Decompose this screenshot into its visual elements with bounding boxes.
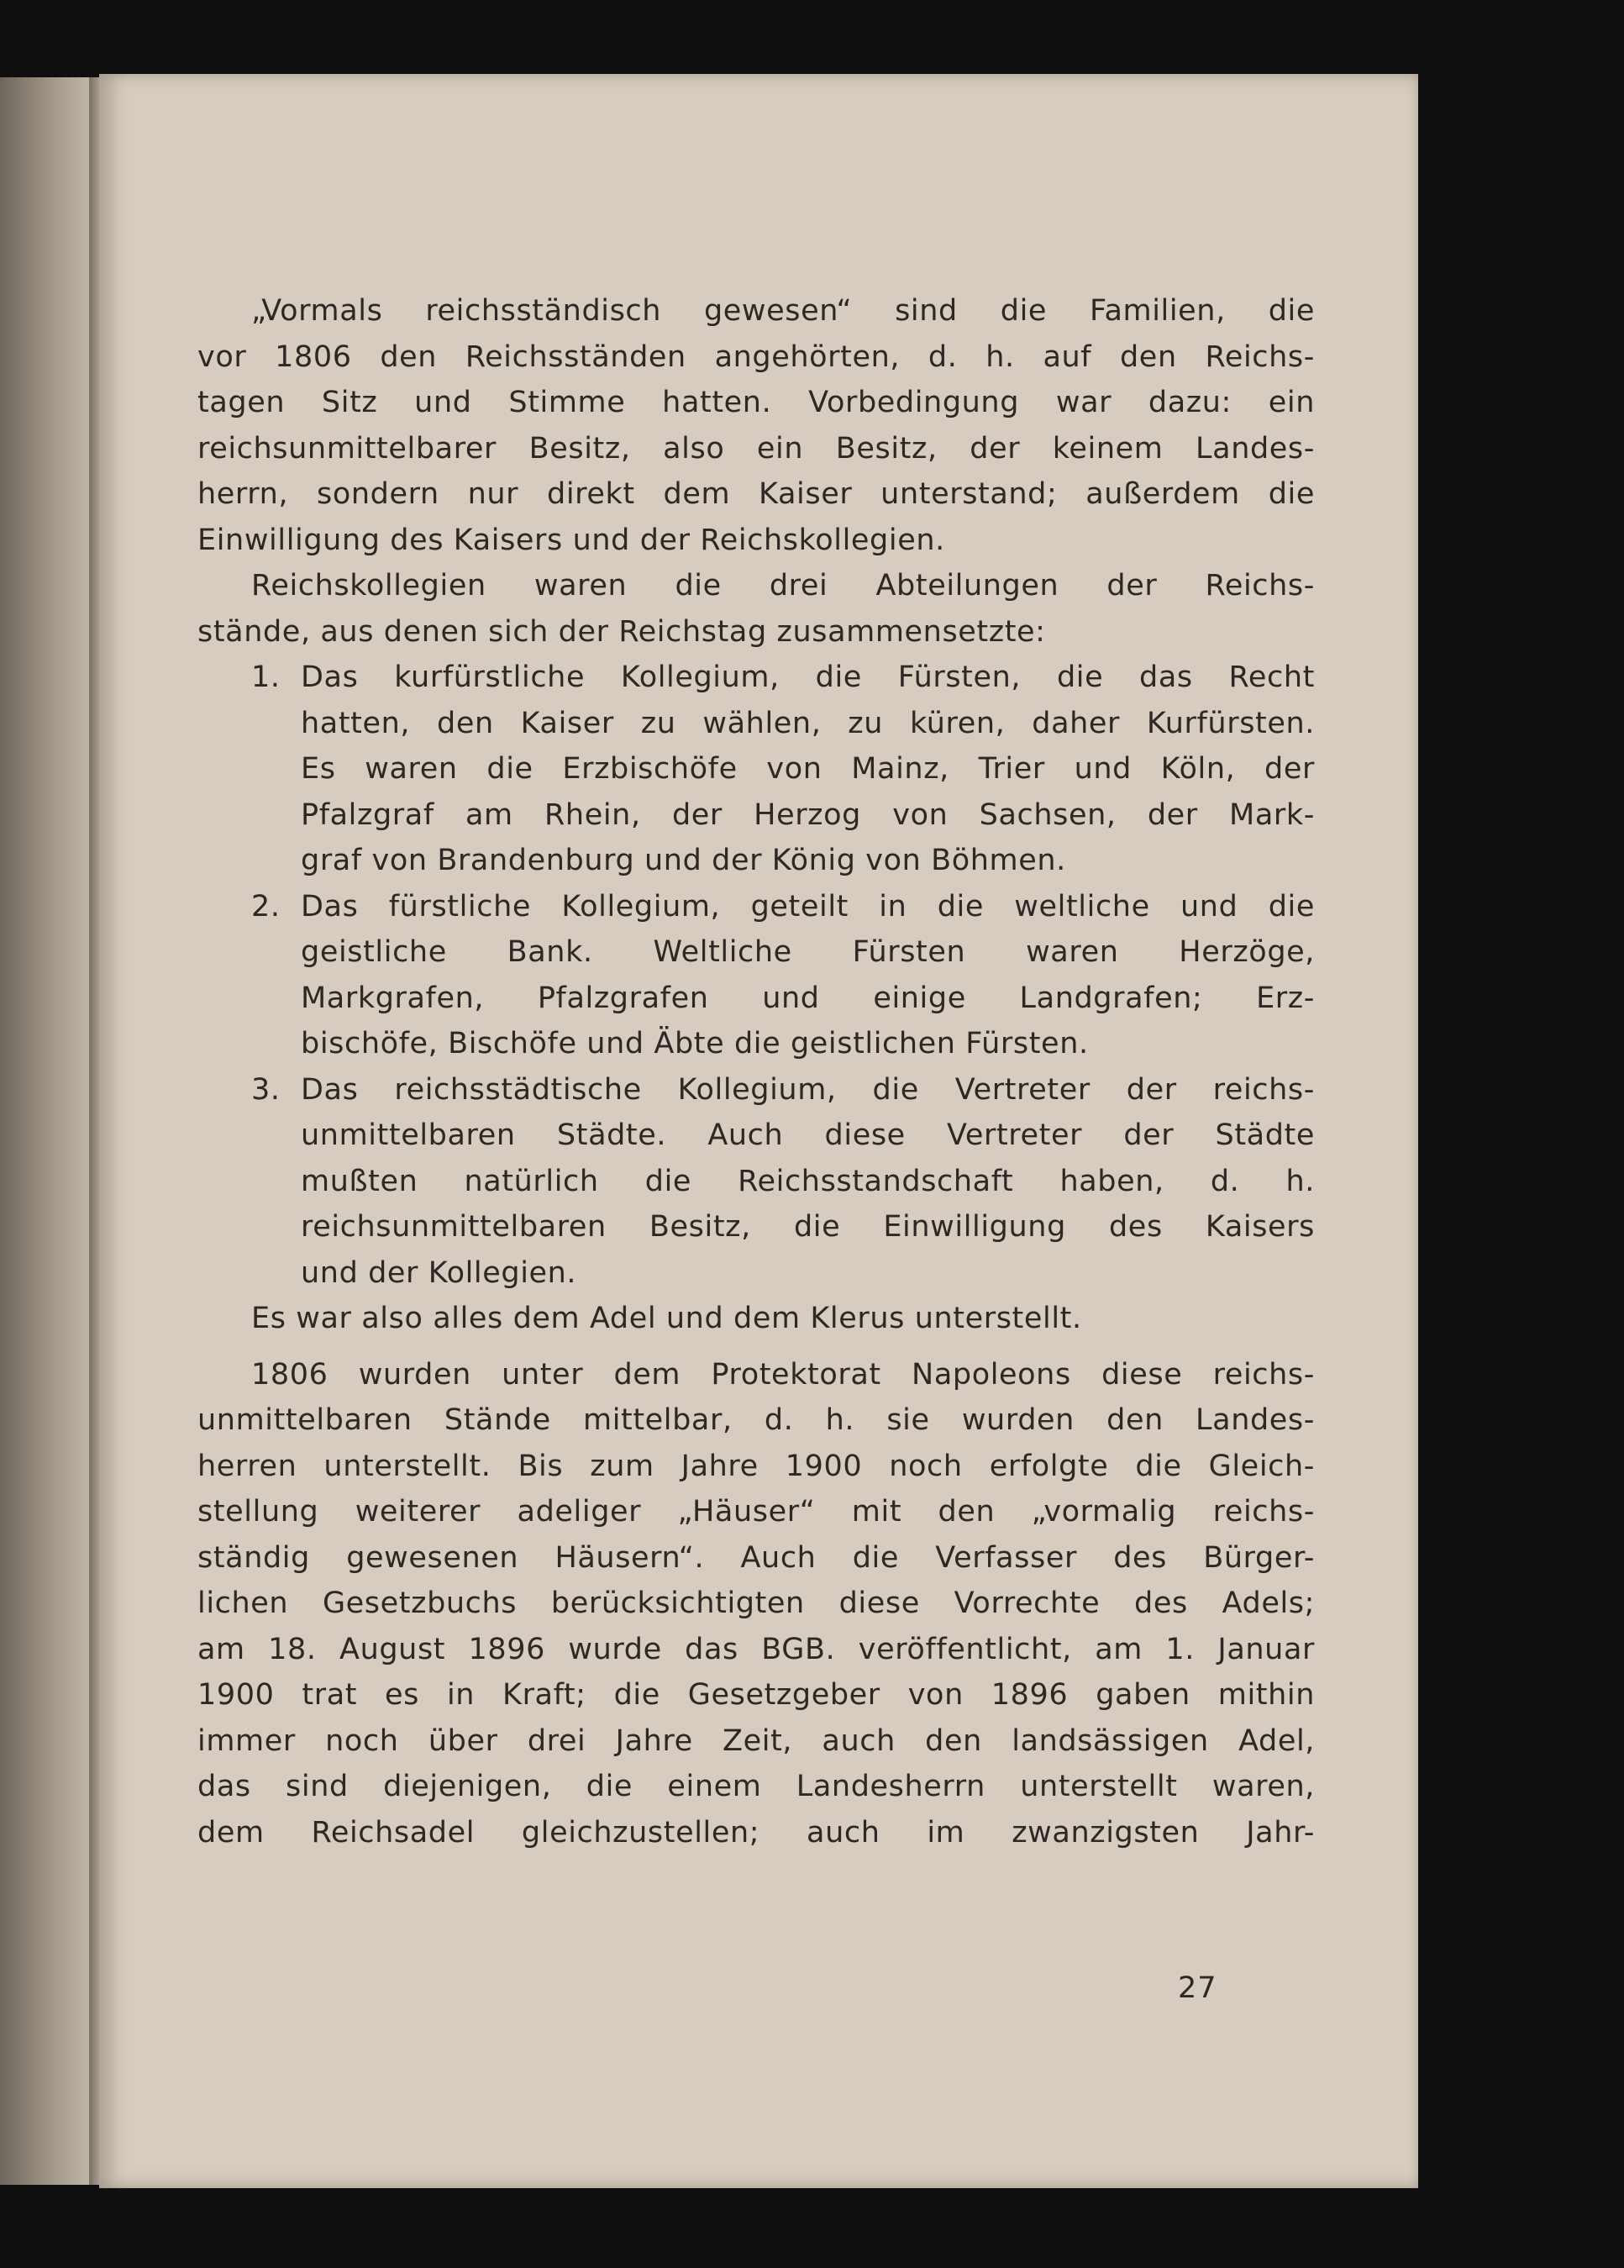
text-line: Markgrafen, Pfalzgrafen und einige Landgrafen; Erz- xyxy=(301,981,1315,1015)
text-line: stände, aus denen sich der Reichstag zusammensetzte: xyxy=(197,614,1046,649)
list-item-2 xyxy=(197,884,1315,1067)
text-line: unmittelbaren Städte. Auch diese Vertreter der Städte xyxy=(301,1118,1315,1152)
paragraph-3 xyxy=(197,1352,1315,1856)
text-line: am 18. August 1896 wurde das BGB. veröffentlicht, am 1. Januar xyxy=(197,1632,1315,1666)
text-line: das sind diejenigen, die einem Landesherrn unterstellt waren, xyxy=(197,1770,1315,1803)
facing-page-edge xyxy=(0,77,99,2185)
text-line: Es waren die Erzbischöfe von Mainz, Trier und Köln, der xyxy=(301,752,1315,786)
text-line: mußten natürlich die Reichsstandschaft haben, d. h. xyxy=(301,1164,1315,1198)
book-page xyxy=(99,74,1418,2188)
list-item-text: Das kurfürstliche Kollegium, die Fürsten, die das Recht xyxy=(301,660,1315,694)
text-line: „Vormals reichsständisch gewesen“ sind die Familien, die xyxy=(251,294,1315,328)
list-number: 1. xyxy=(251,660,281,694)
text-line: Reichskollegien waren die drei Abteilungen der Reichs- xyxy=(251,569,1315,603)
text-line: tagen Sitz und Stimme hatten. Vorbedingung war dazu: ein xyxy=(197,386,1315,419)
paragraph-1 xyxy=(197,288,1315,563)
list-item-first-line xyxy=(197,884,1315,930)
text-line: bischöfe, Bischöfe und Äbte die geistlichen Fürsten. xyxy=(301,1027,1089,1060)
text-line: reichsunmittelbarer Besitz, also ein Besitz, der keinem Landes- xyxy=(197,431,1315,466)
page-number: 27 xyxy=(1178,1971,1217,2005)
list-item-first-line xyxy=(197,655,1315,701)
summary-line: Es war also alles dem Adel und dem Klerus unterstellt. xyxy=(251,1302,1082,1335)
page-text xyxy=(197,288,1315,1855)
text-line: unmittelbaren Stände mittelbar, d. h. sie wurden den Landes- xyxy=(197,1403,1315,1437)
text-line: 1806 wurden unter dem Protektorat Napoleons diese reichs- xyxy=(251,1357,1315,1392)
text-line: herren unterstellt. Bis zum Jahre 1900 noch erfolgte die Gleich- xyxy=(197,1449,1315,1483)
text-line: graf von Brandenburg und der König von Böhmen. xyxy=(301,844,1066,877)
text-line: reichsunmittelbaren Besitz, die Einwilligung des Kaisers xyxy=(301,1210,1315,1244)
text-line: herrn, sondern nur direkt dem Kaiser unterstand; außerdem die xyxy=(197,477,1315,511)
text-line: und der Kollegien. xyxy=(301,1255,577,1290)
list-item-text: Das reichsstädtische Kollegium, die Vertreter der reichs- xyxy=(301,1072,1315,1107)
text-line: stellung weiterer adeliger „Häuser“ mit den „vormalig reichs- xyxy=(197,1495,1315,1529)
list-item-3 xyxy=(197,1067,1315,1297)
text-line: 1900 trat es in Kraft; die Gesetzgeber von 1896 gaben mithin xyxy=(197,1678,1315,1712)
text-line: hatten, den Kaiser zu wählen, zu küren, daher Kurfürsten. xyxy=(301,706,1315,740)
list-item-1 xyxy=(197,655,1315,884)
text-line: geistliche Bank. Weltliche Fürsten waren Herzöge, xyxy=(301,935,1315,969)
list-number: 3. xyxy=(251,1072,281,1107)
text-line: Pfalzgraf am Rhein, der Herzog von Sachsen, der Mark- xyxy=(301,797,1315,832)
text-line: Einwilligung des Kaisers und der Reichskollegien. xyxy=(197,523,945,557)
text-line: immer noch über drei Jahre Zeit, auch den landsässigen Adel, xyxy=(197,1723,1315,1758)
text-line: lichen Gesetzbuchs berücksichtigten diese Vorrechte des Adels; xyxy=(197,1587,1315,1620)
text-line: ständig gewesenen Häusern“. Auch die Verfasser des Bürger- xyxy=(197,1540,1315,1575)
list-number: 2. xyxy=(251,889,281,924)
text-line: vor 1806 den Reichsständen angehörten, d. h. auf den Reichs- xyxy=(197,339,1315,374)
paragraph-2 xyxy=(197,563,1315,655)
text-line: dem Reichsadel gleichzustellen; auch im zwanzigsten Jahr- xyxy=(197,1815,1315,1850)
list-item-text: Das fürstliche Kollegium, geteilt in die weltliche und die xyxy=(301,889,1315,924)
list-item-first-line xyxy=(197,1067,1315,1113)
